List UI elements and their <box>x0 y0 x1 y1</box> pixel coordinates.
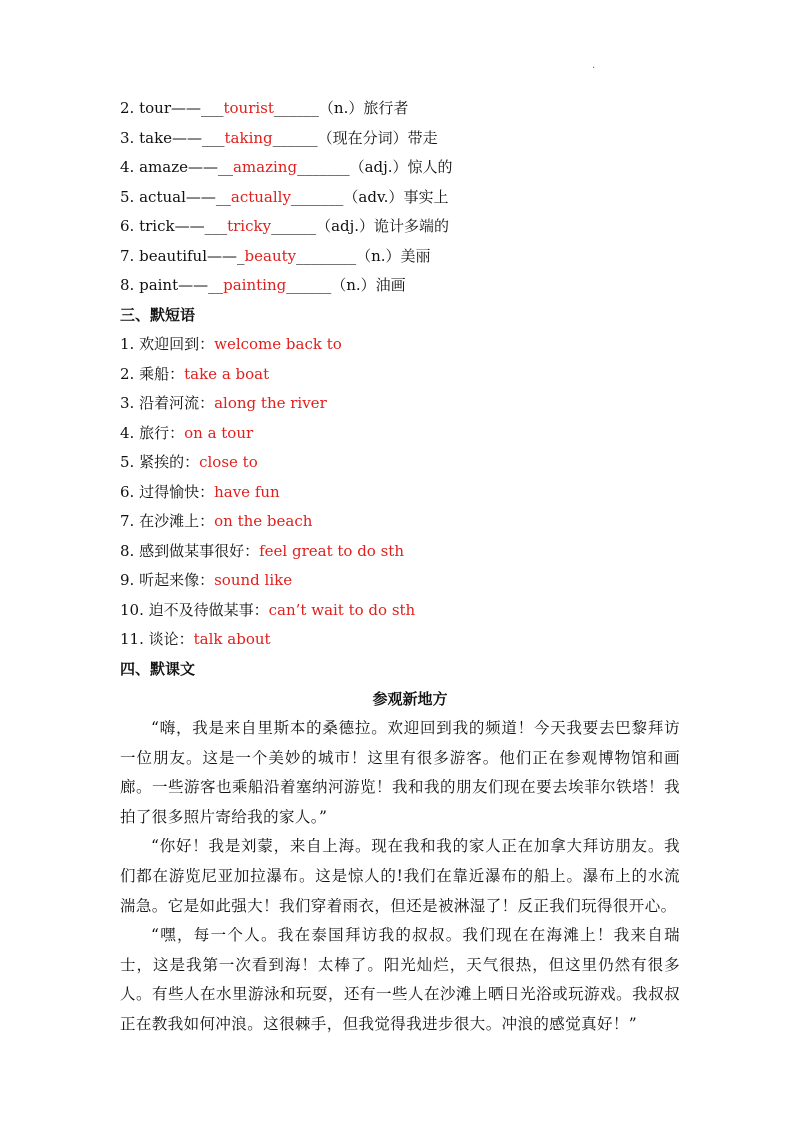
blank-tail: ______ <box>271 217 317 235</box>
phrase-chinese: 在沙滩上： <box>139 512 215 530</box>
phrase-answer: sound like <box>214 571 293 589</box>
phrase-answer: close to <box>199 453 258 471</box>
phrase-answer: on a tour <box>184 423 254 442</box>
dash-blank: ——_ <box>207 246 245 265</box>
answer-text: tourist <box>223 99 274 117</box>
item-number: 3. <box>120 394 135 412</box>
phrase-chinese: 迫不及待做某事： <box>148 600 269 619</box>
item-number: 5. <box>120 453 135 471</box>
section-heading-text: 四、默课文 <box>120 659 196 678</box>
item-number: 4. <box>120 423 135 442</box>
phrase-chinese: 旅行： <box>139 423 185 442</box>
phrase-item <box>120 507 680 537</box>
vocab-item <box>120 153 680 183</box>
text-title: 参观新地方 <box>372 690 448 708</box>
phrase-chinese: 乘船： <box>139 364 185 383</box>
vocab-item <box>120 271 680 301</box>
part-of-speech: （n.） <box>356 246 401 265</box>
base-word: beautiful <box>139 246 208 265</box>
meaning: 惊人的 <box>407 158 453 176</box>
dash-blank: ——__ <box>185 187 231 206</box>
answer-text: tricky <box>227 217 272 235</box>
item-number: 2. <box>120 99 135 117</box>
phrase-answer: along the river <box>214 394 327 412</box>
phrase-answer: can’t wait to do sth <box>268 600 416 619</box>
page-marker: . <box>592 60 596 71</box>
vocab-list <box>120 94 680 301</box>
phrase-item <box>120 625 680 655</box>
part-of-speech: （n.） <box>318 99 364 117</box>
vocab-item <box>120 183 680 213</box>
item-number: 6. <box>120 217 135 235</box>
phrase-chinese: 谈论： <box>148 630 194 648</box>
base-word: tour <box>139 99 171 117</box>
item-number: 8. <box>120 541 135 560</box>
dash-blank: ——___ <box>170 99 224 117</box>
part-of-speech: （adj.） <box>316 217 375 235</box>
answer-text: painting <box>223 276 287 294</box>
phrase-item <box>120 566 680 596</box>
phrase-chinese: 紧挨的： <box>139 453 200 471</box>
meaning: 旅行者 <box>363 99 409 117</box>
base-word: take <box>139 128 173 147</box>
phrase-chinese: 沿着河流： <box>139 394 215 412</box>
text-paragraph: “嘿，每一个人。我在泰国拜访我的叔叔。我们现在在海滩上！我来自瑞士，这是我第一次看到海！太棒了。阳光灿烂，天气很热，但这里仍然有很多人。有些人在水里游泳和玩耍，还有一些人在沙滩上晒日光浴或玩游戏。我叔叔正在教我如何冲浪。这很棘手，但我觉得我进步很大。冲浪的感觉真好！” <box>120 926 680 1033</box>
part-of-speech: （adj.） <box>349 158 408 176</box>
base-word: amaze <box>139 158 188 176</box>
phrase-chinese: 感到做某事很好： <box>139 541 260 560</box>
phrase-item <box>120 330 680 360</box>
base-word: paint <box>139 276 179 294</box>
item-number: 6. <box>120 482 135 501</box>
item-number: 9. <box>120 571 135 589</box>
item-number: 5. <box>120 187 135 206</box>
part-of-speech: （adv.） <box>343 187 404 206</box>
item-number: 7. <box>120 246 135 265</box>
phrase-item <box>120 448 680 478</box>
vocab-item <box>120 94 680 124</box>
dash-blank: ——___ <box>172 128 225 147</box>
meaning: 美丽 <box>400 246 431 265</box>
phrase-chinese: 过得愉快： <box>139 482 215 501</box>
meaning: 事实上 <box>403 187 449 206</box>
blank-tail: _______ <box>290 187 344 206</box>
item-number: 2. <box>120 364 135 383</box>
phrase-chinese: 欢迎回到： <box>139 335 215 353</box>
worksheet <box>120 94 680 1040</box>
item-number: 3. <box>120 128 135 147</box>
base-word: trick <box>139 217 175 235</box>
phrase-answer: have fun <box>214 482 280 501</box>
phrase-item <box>120 360 680 390</box>
dash-blank: ——__ <box>187 158 233 176</box>
part-of-speech: （n.） <box>331 276 376 294</box>
vocab-item <box>120 124 680 154</box>
phrase-answer: feel great to do sth <box>259 541 404 560</box>
meaning: 诡计多端的 <box>374 217 450 235</box>
answer-text: actually <box>230 187 291 206</box>
phrase-item <box>120 419 680 449</box>
dash-blank: ——___ <box>174 217 228 235</box>
answer-text: taking <box>224 128 273 147</box>
item-number: 7. <box>120 512 135 530</box>
vocab-item <box>120 212 680 242</box>
phrase-list <box>120 330 680 655</box>
phrase-answer: on the beach <box>214 512 313 530</box>
blank-tail: ________ <box>296 246 357 265</box>
blank-tail: ______ <box>272 128 318 147</box>
item-number: 4. <box>120 158 135 176</box>
part-of-speech: （现在分词） <box>317 128 408 147</box>
text-paragraph: “嗨，我是来自里斯本的桑德拉。欢迎回到我的频道！今天我要去巴黎拜访一位朋友。这是一个美妙的城市！这里有很多游客。他们正在参观博物馆和画廊。一些游客也乘船沿着塞纳河游览！我和我的朋友们现在要去埃菲尔铁塔！我拍了很多照片寄给我的家人。” <box>120 719 680 826</box>
blank-tail: ______ <box>273 99 319 117</box>
phrase-item <box>120 596 680 626</box>
phrase-item <box>120 478 680 508</box>
blank-tail: ______ <box>286 276 332 294</box>
phrase-item <box>120 389 680 419</box>
text-paragraph: “你好！我是刘蒙，来自上海。现在我和我的家人正在加拿大拜访朋友。我们都在游览尼亚加拉瀑布。这是惊人的!我们在靠近瀑布的船上。瀑布上的水流湍急。它是如此强大！我们穿着雨衣，但还是被淋湿了！反正我们玩得很开心。 <box>120 837 680 915</box>
phrase-answer: welcome back to <box>214 335 342 353</box>
item-number: 8. <box>120 276 135 294</box>
meaning: 带走 <box>407 128 438 147</box>
dash-blank: ——__ <box>178 276 224 294</box>
meaning: 油画 <box>375 276 406 294</box>
base-word: actual <box>139 187 186 206</box>
phrase-answer: take a boat <box>184 364 270 383</box>
section-heading-phrases: 三、默短语 <box>120 305 196 324</box>
item-number: 1. <box>120 335 135 353</box>
phrase-item <box>120 537 680 567</box>
blank-tail: _______ <box>297 158 350 176</box>
vocab-item <box>120 242 680 272</box>
phrase-answer: talk about <box>193 630 271 648</box>
answer-text: amazing <box>232 158 298 176</box>
phrase-chinese: 听起来像： <box>139 571 215 589</box>
item-number: 11. <box>120 630 144 648</box>
item-number: 10. <box>120 600 144 619</box>
answer-text: beauty <box>244 246 297 265</box>
